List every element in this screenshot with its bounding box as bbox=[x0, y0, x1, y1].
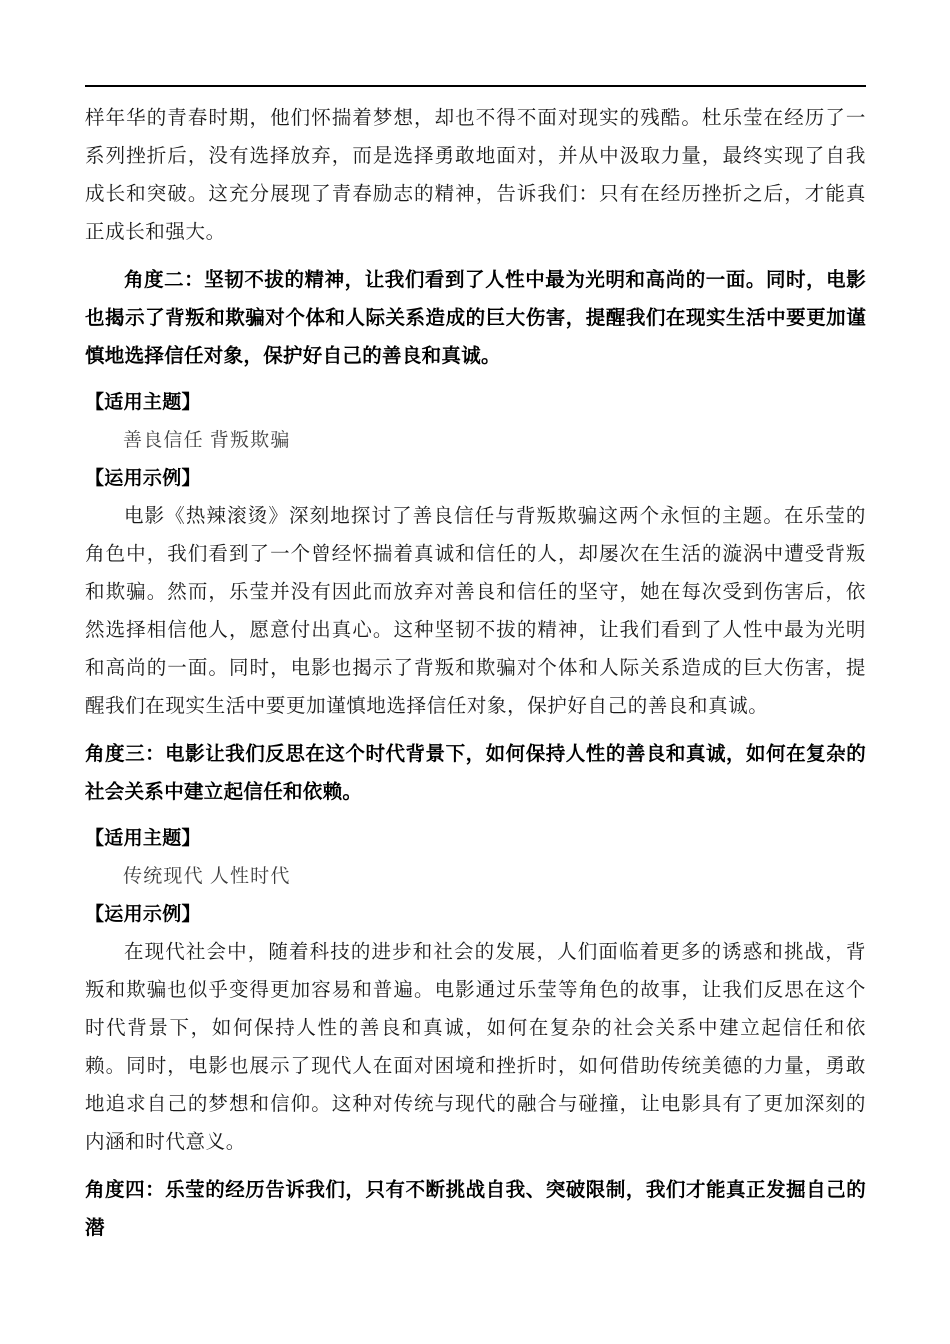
example-text-two: 电影《热辣滚烫》深刻地探讨了善良信任与背叛欺骗这两个永恒的主题。在乐莹的角色中，我们看到了一个曾经怀揣着真诚和信任的人，却屡次在生活的漩涡中遭受背叛和欺骗。然而，乐莹并没有因此而放弃对善良和信任的坚守，她在每次受到伤害后，依然选择相信他人，愿意付出真心。这种坚韧不拔的精神，让我们看到了人性中最为光明和高尚的一面。同时，电影也揭示了背叛和欺骗对个体和人际关系造成的巨大伤害，提醒我们在现实生活中要更加谨慎地选择信任对象，保护好自己的善良和真诚。 bbox=[85, 506, 866, 717]
angle-heading-three: 角度三：电影让我们反思在这个时代背景下，如何保持人性的善良和真诚，如何在复杂的社会关系中建立起信任和依赖。 bbox=[85, 743, 866, 803]
theme-label-two: 【适用主题】 bbox=[85, 392, 201, 413]
paragraph-continued: 样年华的青春时期，他们怀揣着梦想，却也不得不面对现实的残酷。杜乐莹在经历了一系列挫折后，没有选择放弃，而是选择勇敢地面对，并从中汲取力量，最终实现了自我成长和突破。这充分展现了青春励志的精神，告诉我们：只有在经历挫折之后，才能真正成长和强大。 bbox=[85, 108, 866, 243]
spacer bbox=[85, 811, 866, 820]
document-body bbox=[85, 100, 866, 1247]
spacer bbox=[85, 1162, 866, 1171]
theme-keywords-three: 传统现代 人性时代 bbox=[123, 866, 291, 887]
header-rule bbox=[85, 85, 866, 87]
spacer bbox=[85, 375, 866, 384]
example-label-two: 【运用示例】 bbox=[85, 468, 201, 489]
example-label-three: 【运用示例】 bbox=[85, 904, 201, 925]
example-text-three: 在现代社会中，随着科技的进步和社会的发展，人们面临着更多的诱惑和挑战，背叛和欺骗也似乎变得更加容易和普遍。电影通过乐莹等角色的故事，让我们反思在这个时代背景下，如何保持人性的善良和真诚，如何在复杂的社会关系中建立起信任和依赖。同时，电影也展示了现代人在面对困境和挫折时，如何借助传统美德的力量，勇敢地追求自己的梦想和信仰。这种对传统与现代的融合与碰撞，让电影具有了更加深刻的内涵和时代意义。 bbox=[85, 942, 866, 1153]
spacer bbox=[85, 252, 866, 261]
angle-heading-four: 角度四：乐莹的经历告诉我们，只有不断挑战自我、突破限制，我们才能真正发掘自己的潜 bbox=[85, 1179, 866, 1239]
angle-heading-two: 角度二：坚韧不拔的精神，让我们看到了人性中最为光明和高尚的一面。同时，电影也揭示了背叛和欺骗对个体和人际关系造成的巨大伤害，提醒我们在现实生活中要更加谨慎地选择信任对象，保护好自己的善良和真诚。 bbox=[85, 269, 866, 367]
theme-label-three: 【适用主题】 bbox=[85, 828, 201, 849]
spacer bbox=[85, 726, 866, 735]
theme-keywords-two: 善良信任 背叛欺骗 bbox=[123, 430, 291, 451]
